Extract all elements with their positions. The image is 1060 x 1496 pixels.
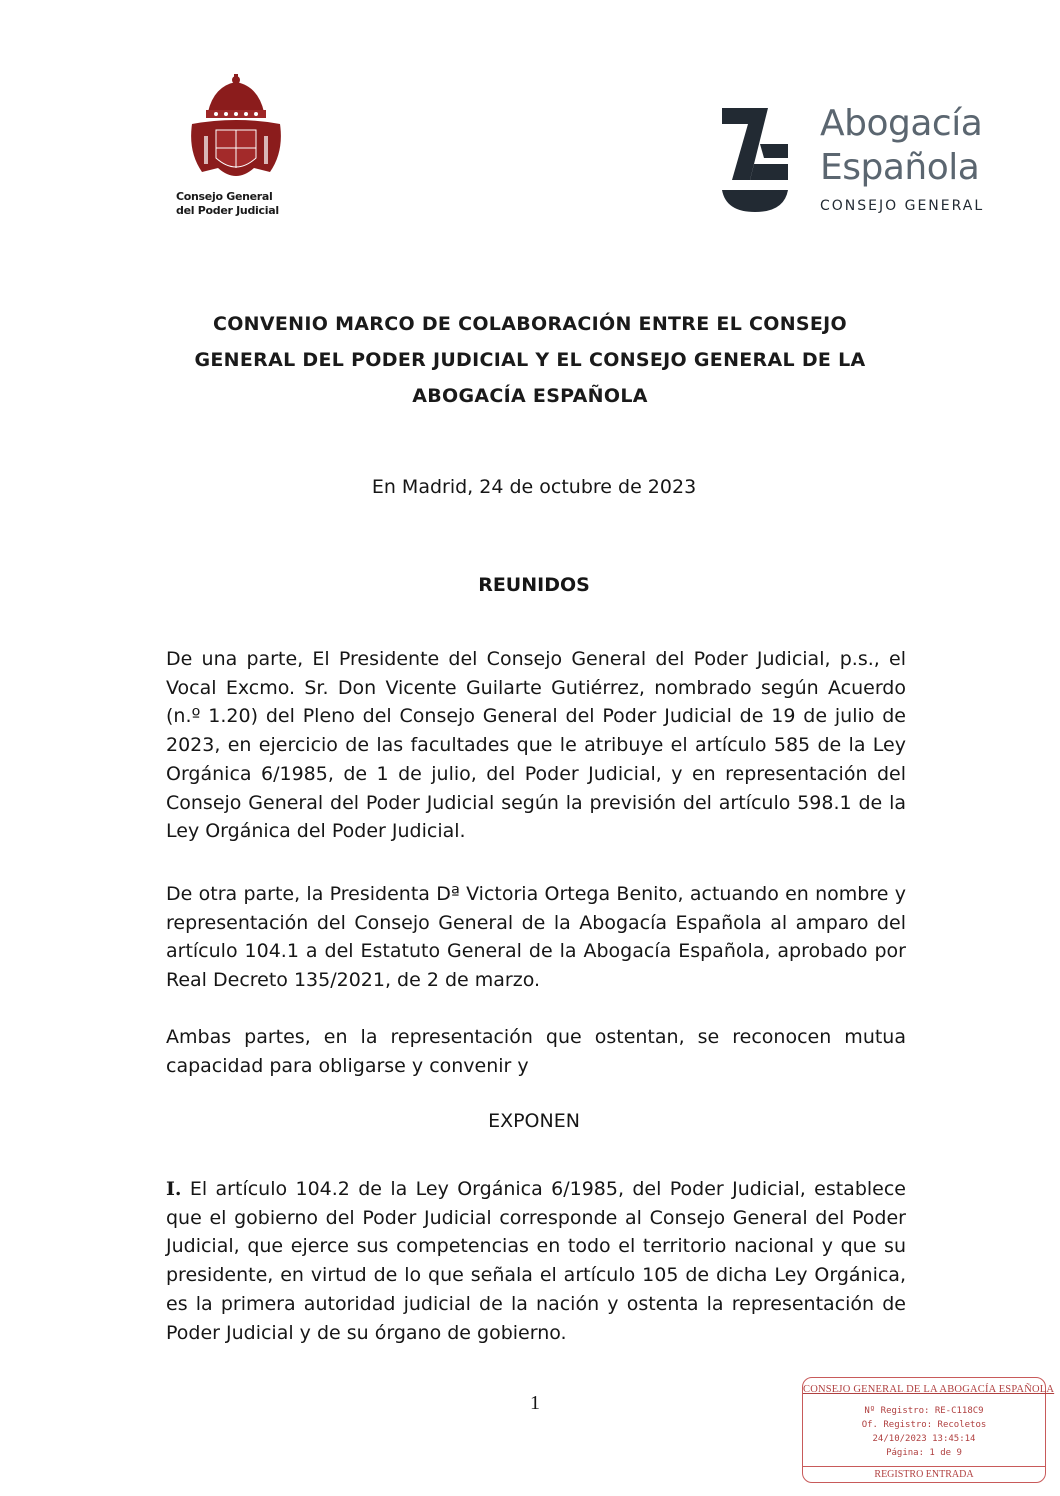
paragraph-capacity: Ambas partes, en la representación que ostentan, se reconocen mutua capacidad para obligarse y convenir y: [166, 1026, 906, 1077]
stamp-pagina: Página: 1 de 9: [886, 1448, 962, 1458]
stamp-fecha: 24/10/2023 13:45:14: [872, 1434, 976, 1444]
abogacia-name-line2: Española: [820, 147, 980, 188]
cgpj-name-line1: Consejo General: [176, 190, 273, 203]
paragraph-exponen-1-text: El artículo 104.2 de la Ley Orgánica 6/1985, del Poder Judicial, establece que el gobierno del Poder Judicial corresponde al Consejo General del Poder Judicial, que ejerce sus competencias en todo el territorio nacional y que su presidente, en virtud de lo que señala el artículo 105 de dicha Ley Orgánica, es la primera autoridad judicial de la nación y ostenta la representación de Poder Judicial y de su órgano de gobierno.: [166, 1178, 906, 1344]
stamp-oficina: Of. Registro: Recoletos: [861, 1420, 987, 1430]
roman-numeral: I.: [166, 1178, 182, 1200]
stamp-header: CONSEJO GENERAL DE LA ABOGACÍA ESPAÑOLA: [803, 1384, 1055, 1395]
paragraph-first-party: De una parte, El Presidente del Consejo General del Poder Judicial, p.s., el Vocal Excmo. Sr. Don Vicente Guilarte Gutiérrez, nombrado según Acuerdo (n.º 1.20) del Pleno del Consejo General del Poder Judicial de 19 de julio de 2023, en ejercicio de las facultades que le atribuye el artículo 585 de la Ley Orgánica 6/1985, de 1 de julio, del Poder Judicial, y en representación del Consejo General del Poder Judicial según la previsión del artículo 598.1 de la Ley Orgánica del Poder Judicial.: [166, 648, 906, 843]
abogacia-name-line1: Abogacía: [820, 103, 983, 144]
heading-reunidos: REUNIDOS: [478, 574, 590, 596]
paragraph-second-party: De otra parte, la Presidenta Dª Victoria Ortega Benito, actuando en nombre y representación del Consejo General de la Abogacía Española al amparo del artículo 104.1 a del Estatuto General de la Abogacía Española, aprobado por Real Decreto 135/2021, de 2 de marzo.: [166, 883, 906, 992]
date-line: En Madrid, 24 de octubre de 2023: [371, 476, 697, 498]
stamp-footer: REGISTRO ENTRADA: [803, 1466, 1045, 1480]
document-title: CONVENIO MARCO DE COLABORACIÓN ENTRE EL CONSEJO GENERAL DEL PODER JUDICIAL Y EL CONSEJO GENERAL DE LA ABOGACÍA ESPAÑOLA: [194, 313, 866, 407]
coat-of-arms-icon: [178, 72, 294, 190]
registration-stamp: [802, 1377, 1055, 1483]
abogacia-emblem-icon: [720, 104, 792, 216]
abogacia-subtitle: CONSEJO GENERAL: [820, 198, 985, 214]
heading-exponen: EXPONEN: [488, 1110, 580, 1132]
paragraph-exponen-1: [166, 1175, 906, 1347]
page-number: 1: [530, 1392, 540, 1414]
cgpj-name-line2: del Poder Judicial: [176, 204, 279, 217]
cgpj-logo: [170, 72, 300, 222]
stamp-registro: Nº Registro: RE-C118C9: [864, 1406, 984, 1416]
abogacia-logo: [720, 100, 1000, 220]
